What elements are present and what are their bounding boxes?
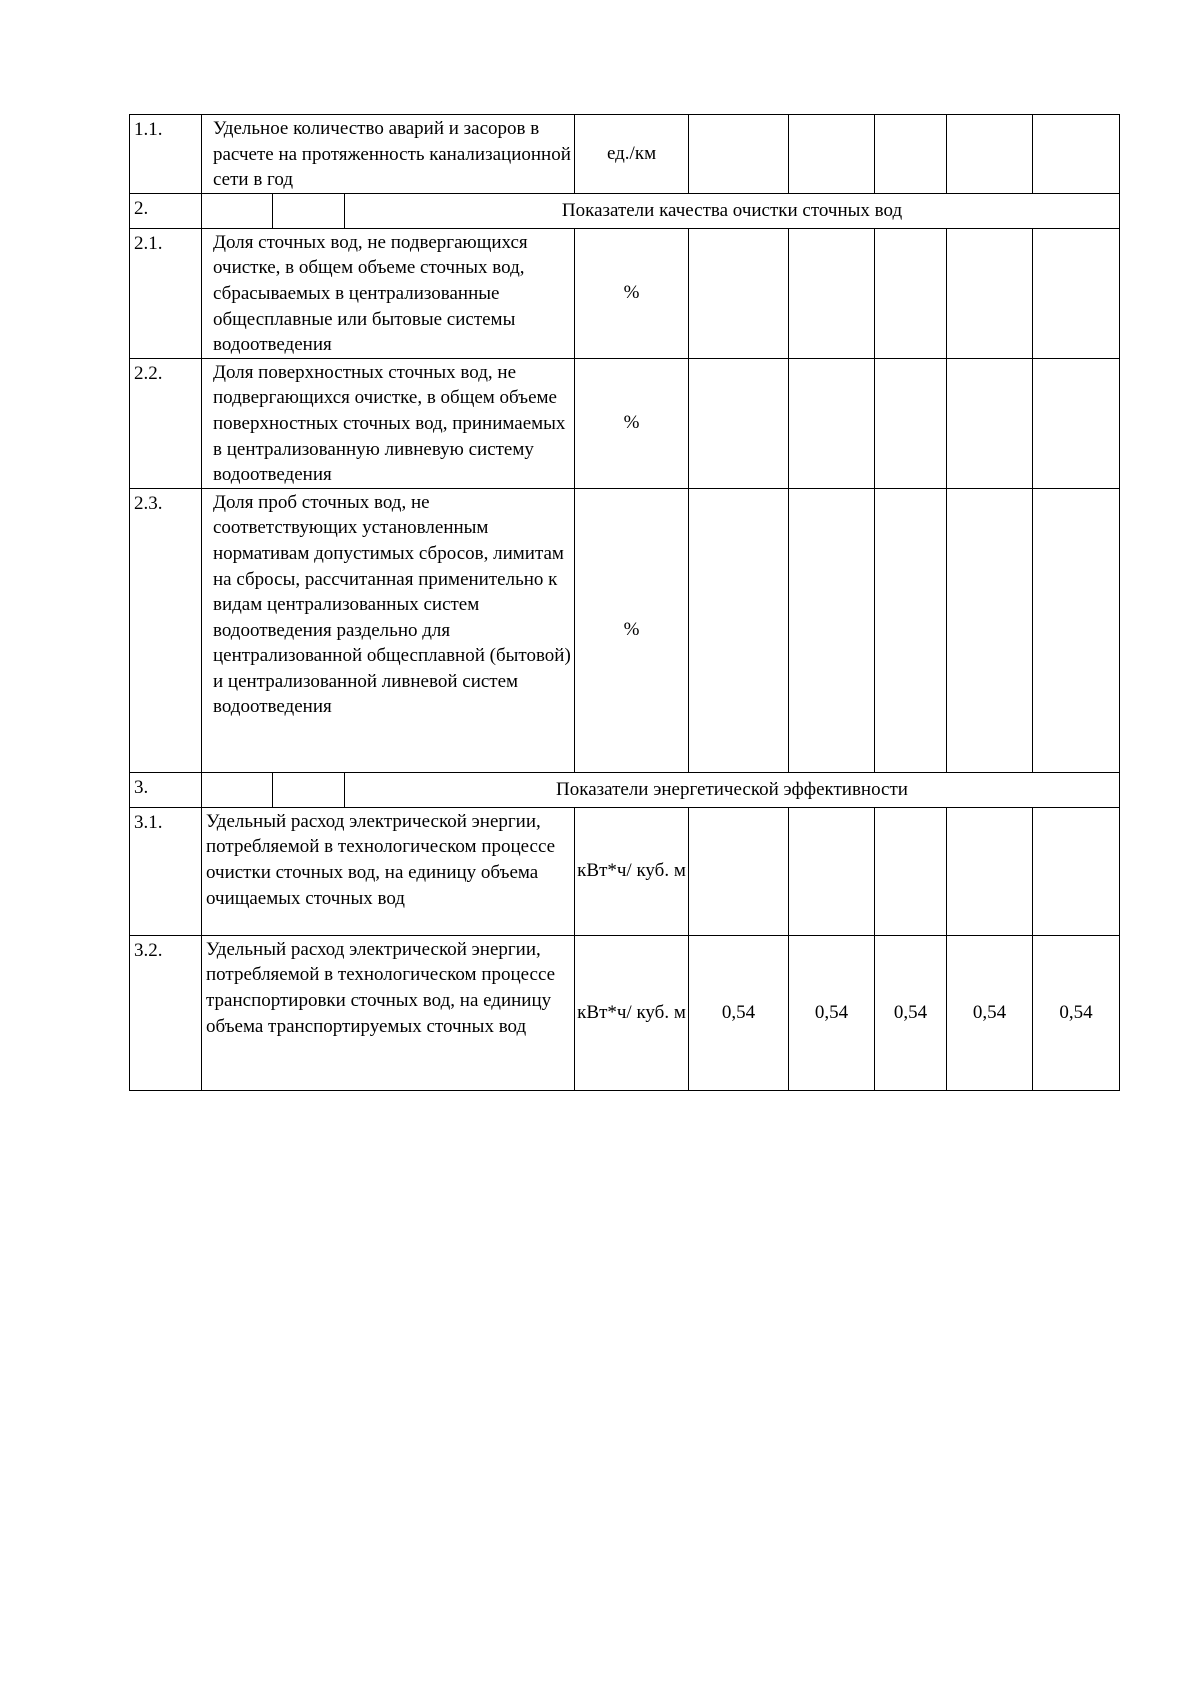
empty-cell	[273, 772, 345, 807]
row-number: 1.1.	[130, 115, 202, 194]
value-cell	[689, 358, 789, 488]
table-row	[130, 115, 1120, 194]
value-cell	[875, 115, 947, 194]
value-cell	[947, 358, 1033, 488]
indicator-name: Удельный расход электрической энергии, потребляемой в технологическом процессе очистки сточных вод, на единицу объема очищаемых сточных вод	[202, 807, 575, 935]
value-cell	[689, 488, 789, 772]
value-cell	[947, 488, 1033, 772]
section-number: 3.	[130, 772, 202, 807]
value-cell	[689, 228, 789, 358]
value-cell	[789, 807, 875, 935]
value-cell	[1033, 807, 1120, 935]
empty-cell	[202, 193, 273, 228]
value-cell	[875, 358, 947, 488]
section-row	[130, 772, 1120, 807]
unit-cell: кВт*ч/ куб. м	[575, 807, 689, 935]
value-cell	[789, 488, 875, 772]
value-cell	[1033, 228, 1120, 358]
value-cell: 0,54	[1033, 935, 1120, 1090]
row-number: 3.2.	[130, 935, 202, 1090]
indicator-name: Доля поверхностных сточных вод, не подвергающихся очистке, в общем объеме поверхностных сточных вод, принимаемых в централизованную ливневую систему водоотведения	[202, 358, 575, 488]
value-cell: 0,54	[947, 935, 1033, 1090]
indicator-name: Удельный расход электрической энергии, потребляемой в технологическом процессе транспортировки сточных вод, на единицу объема транспортируемых сточных вод	[202, 935, 575, 1090]
value-cell: 0,54	[689, 935, 789, 1090]
row-number: 2.1.	[130, 228, 202, 358]
value-cell	[1033, 358, 1120, 488]
indicator-name: Доля проб сточных вод, не соответствующих установленным нормативам допустимых сбросов, лимитам на сбросы, рассчитанная применительно к видам централизованных систем водоотведения раздельно для централизованной общесплавной (бытовой) и централизованной ливневой систем водоотведения	[202, 488, 575, 772]
empty-cell	[202, 772, 273, 807]
unit-cell: ед./км	[575, 115, 689, 194]
value-cell	[689, 115, 789, 194]
section-number: 2.	[130, 193, 202, 228]
value-cell	[947, 228, 1033, 358]
unit-cell: %	[575, 228, 689, 358]
value-cell: 0,54	[875, 935, 947, 1090]
row-number: 3.1.	[130, 807, 202, 935]
value-cell	[875, 807, 947, 935]
row-number: 2.3.	[130, 488, 202, 772]
value-cell	[875, 228, 947, 358]
table-row	[130, 807, 1120, 935]
table-row	[130, 935, 1120, 1090]
value-cell	[947, 807, 1033, 935]
value-cell	[689, 807, 789, 935]
section-title: Показатели энергетической эффективности	[345, 772, 1120, 807]
value-cell	[789, 115, 875, 194]
empty-cell	[273, 193, 345, 228]
table-row	[130, 488, 1120, 772]
value-cell	[1033, 488, 1120, 772]
indicator-name: Удельное количество аварий и засоров в расчете на протяженность канализационной сети в год	[202, 115, 575, 194]
unit-cell: кВт*ч/ куб. м	[575, 935, 689, 1090]
unit-cell: %	[575, 358, 689, 488]
row-number: 2.2.	[130, 358, 202, 488]
table-row	[130, 228, 1120, 358]
section-title: Показатели качества очистки сточных вод	[345, 193, 1120, 228]
value-cell: 0,54	[789, 935, 875, 1090]
value-cell	[789, 358, 875, 488]
value-cell	[1033, 115, 1120, 194]
value-cell	[789, 228, 875, 358]
unit-cell: %	[575, 488, 689, 772]
section-row	[130, 193, 1120, 228]
table-row	[130, 358, 1120, 488]
indicators-table	[129, 114, 1120, 1091]
value-cell	[875, 488, 947, 772]
value-cell	[947, 115, 1033, 194]
indicator-name: Доля сточных вод, не подвергающихся очистке, в общем объеме сточных вод, сбрасываемых в централизованные общесплавные или бытовые системы водоотведения	[202, 228, 575, 358]
